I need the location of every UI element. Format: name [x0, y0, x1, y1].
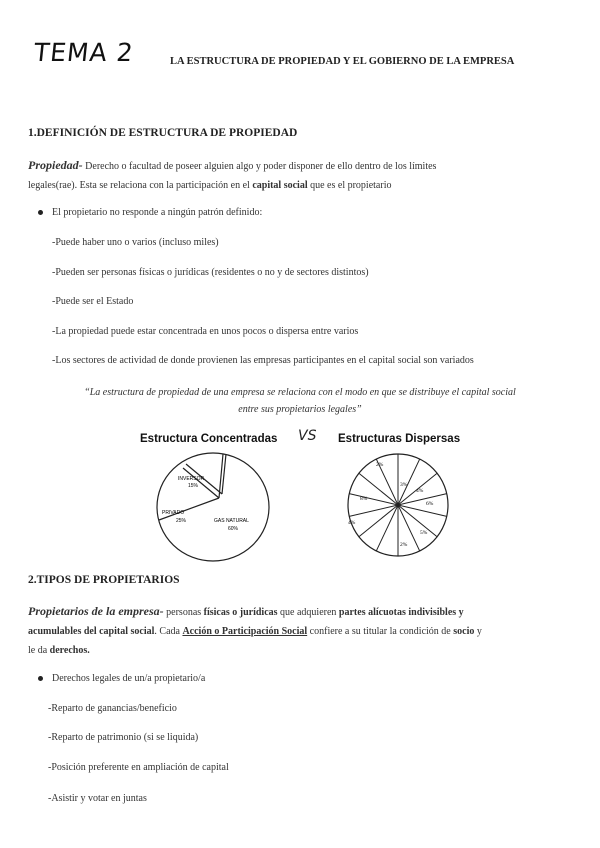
term-propiedad: Propiedad-	[28, 158, 83, 172]
pie-label: 5%	[420, 530, 428, 536]
pie-chart-concentrated	[150, 450, 280, 565]
def-bold: partes alícuotas indivisibles y	[338, 607, 464, 618]
list-item: -Puede ser el Estado	[52, 296, 134, 307]
quote-line1: “La estructura de propiedad de una empresa se relaciona con el modo en que se distribuye el capital social	[84, 387, 516, 398]
pie-label: 4%	[348, 520, 356, 526]
chart-left-title: Estructura Concentradas	[140, 433, 278, 445]
list-item: -Asistir y votar en juntas	[48, 793, 147, 804]
def-text: que adquieren	[277, 607, 339, 618]
pie-label-inversor-pct: 15%	[188, 483, 199, 489]
pie-label: 4%	[416, 488, 424, 494]
capital-social-term: capital social	[252, 180, 308, 191]
section2-definition	[28, 602, 588, 660]
document-title: LA ESTRUCTURA DE PROPIEDAD Y EL GOBIERNO DE LA EMPRESA	[170, 56, 515, 67]
definition-line1: Derecho o facultad de poseer alguien algo y poder disponer de ello dentro de los límites	[82, 161, 437, 172]
definition-line2c: que es el propietario	[307, 180, 392, 191]
section1-bullet: El propietario no responde a ningún patrón definido:	[52, 207, 263, 218]
pie-label-privado-pct: 25%	[176, 518, 187, 524]
pie-slice-edge	[376, 505, 398, 551]
list-item: -La propiedad puede estar concentrada en unos pocos o dispersa entre varios	[52, 326, 359, 337]
bullet-icon	[38, 676, 43, 681]
pie-label-inversor: INVERSOR	[178, 476, 205, 482]
pie-label: 2%	[376, 462, 384, 468]
pie-slice-edge	[159, 498, 219, 520]
pie-label: 3%	[400, 482, 408, 488]
tema-label: TEMA 2	[32, 38, 136, 67]
chart-right-title: Estructuras Dispersas	[338, 433, 461, 445]
def-bold: derechos.	[49, 645, 90, 656]
quote-line2: entre sus propietarios legales”	[238, 404, 362, 415]
pie-chart-dispersed	[340, 450, 460, 560]
list-item: -Reparto de patrimonio (si se liquida)	[48, 732, 199, 743]
pie-outline	[157, 453, 269, 561]
definition-line2a: legales(rae). Esta se relaciona con la participación en el	[28, 180, 253, 191]
list-item: -Reparto de ganancias/beneficio	[48, 703, 177, 714]
list-item: -Posición preferente en ampliación de capital	[48, 762, 229, 773]
def-text: y	[474, 626, 482, 637]
section1-heading: 1.DEFINICIÓN DE ESTRUCTURA DE PROPIEDAD	[28, 127, 298, 139]
pie-label: 8%	[360, 496, 368, 502]
bullet-icon	[38, 210, 43, 215]
term-propietarios: Propietarios de la empresa-	[28, 604, 164, 618]
def-bold: físicas o jurídicas	[203, 607, 278, 618]
list-item: -Pueden ser personas físicas o jurídicas (residentes o no y de sectores distintos)	[52, 267, 369, 278]
list-item: -Puede haber uno o varios (incluso miles)	[52, 237, 219, 248]
pie-label-gas: GAS NATURAL	[214, 518, 249, 524]
vs-label: VS	[298, 428, 317, 444]
def-text: . Cada	[154, 626, 183, 637]
def-text: le da	[28, 645, 50, 656]
pie-label: 6%	[426, 501, 434, 507]
def-text: confiere a su titular la condición de	[307, 626, 454, 637]
pie-label-privado: PRIVADO	[162, 510, 185, 516]
section2-heading: 2.TIPOS DE PROPIETARIOS	[28, 574, 180, 586]
def-underlined: Acción o Participación Social	[182, 626, 308, 637]
pie-label: 2%	[400, 542, 408, 548]
section1-definition	[28, 156, 588, 195]
section2-bullet: Derechos legales de un/a propietario/a	[52, 673, 206, 684]
pie-label-gas-pct: 60%	[228, 526, 239, 532]
def-text: personas	[163, 607, 204, 618]
list-item: -Los sectores de actividad de donde provienen las empresas participantes en el capital social son variados	[52, 355, 474, 366]
def-bold: acumulables del capital social	[28, 626, 155, 637]
quote	[20, 384, 580, 418]
def-bold: socio	[453, 626, 475, 637]
